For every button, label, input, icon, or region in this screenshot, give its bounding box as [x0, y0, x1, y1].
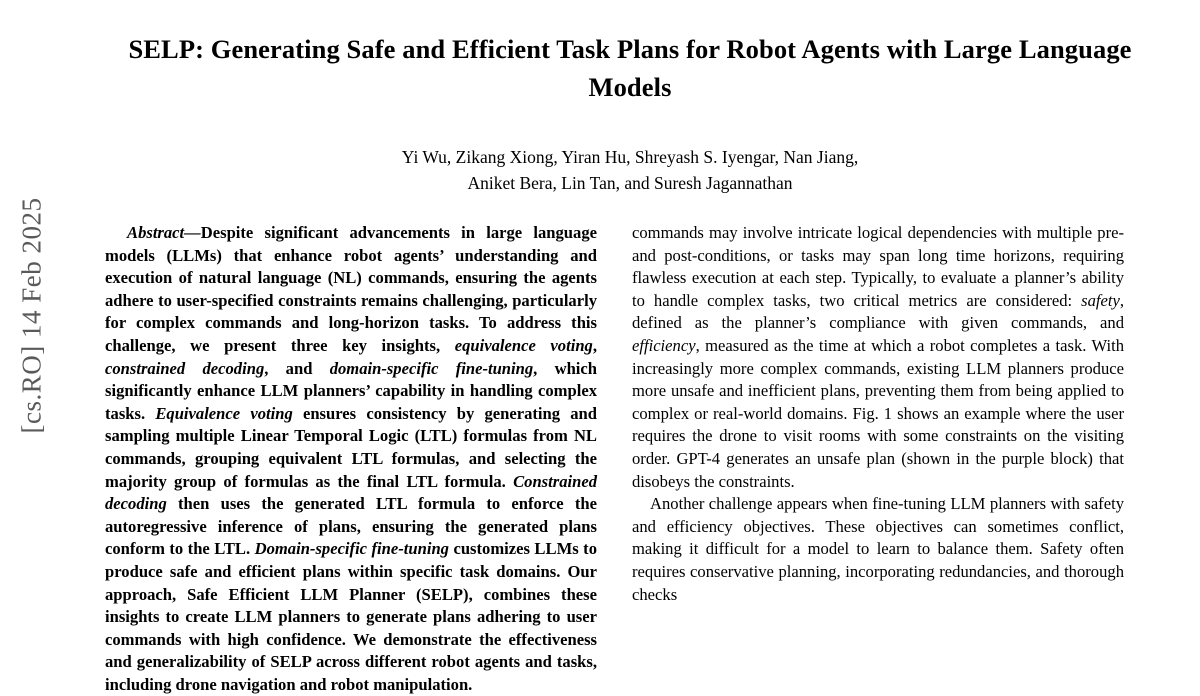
page-title: SELP: Generating Safe and Efficient Task Plans for Robot Agents with Large Language Models — [128, 34, 1132, 102]
abstract-text: Despite significant advancements in large language models (LLMs) that enhance robot agents’ understanding and execution of natural language (NL) commands, ensuring the agents adhere to user-specified constraints remains challenging, particularly for complex commands and long-horizon tasks. To address this challenge, we present three key insights, equivalence voting, constrained decoding, and domain-specific fine-tuning, which significantly enhance LLM planners’ capability in handling complex tasks. Equivalence voting ensures consistency by generating and sampling multiple Linear Temporal Logic (LTL) formulas from NL commands, grouping equivalent LTL formulas, and selecting the majority group of formulas as the final LTL formula. Constrained decoding then uses the generated LTL formula to enforce the autoregressive inference of plans, ensuring the generated plans conform to the LTL. Domain-specific fine-tuning customizes LLMs to produce safe and efficient plans within specific task domains. Our approach, Safe Efficient LLM Planner (SELP), combines these insights to create LLM planners to generate plans adhering to user commands with high confidence. We demonstrate the effectiveness and generalizability of SELP across different robot agents and tasks, including drone navigation and robot manipulation. — [105, 223, 598, 694]
abstract-label: Abstract— — [127, 223, 201, 242]
intro-column — [632, 222, 1124, 696]
arxiv-stamp-text: [cs.RO] 14 Feb 2025 — [16, 197, 47, 434]
abstract-paragraph — [105, 222, 597, 696]
author-list — [130, 144, 1130, 196]
body-columns — [60, 222, 1200, 696]
author-line-1: Yi Wu, Zikang Xiong, Yiran Hu, Shreyash S. Iyengar, Nan Jiang, — [401, 147, 859, 167]
author-line-2: Aniket Bera, Lin Tan, and Suresh Jagannathan — [467, 173, 793, 193]
intro-paragraph-1: commands may involve intricate logical dependencies with multiple pre- and post-conditions, or tasks may span long time horizons, requiring flawless execution at each step. Typically, to evaluate a planner’s ability to handle complex tasks, two critical metrics are considered: safety, defined as the planner’s compliance with given commands, and efficiency, measured as the time at which a robot completes a task. With increasingly more complex commands, existing LLM planners produce more unsafe and inefficient plans, preventing them from being applied to complex or real-world domains. Fig. 1 shows an example where the user requires the drone to visit rooms with some constraints on the visiting order. GPT-4 generates an unsafe plan (shown in the purple block) that disobeys the constraints. — [632, 223, 1124, 491]
arxiv-stamp — [0, 0, 60, 648]
paper-page — [60, 0, 1200, 694]
intro-paragraph-2: Another challenge appears when fine-tuning LLM planners with safety and efficiency objectives. These objectives can sometimes conflict, making it difficult for a model to learn to balance them. Safety often requires conservative planning, incorporating redundancies, and thorough checks — [632, 494, 1124, 604]
abstract-column — [105, 222, 597, 696]
